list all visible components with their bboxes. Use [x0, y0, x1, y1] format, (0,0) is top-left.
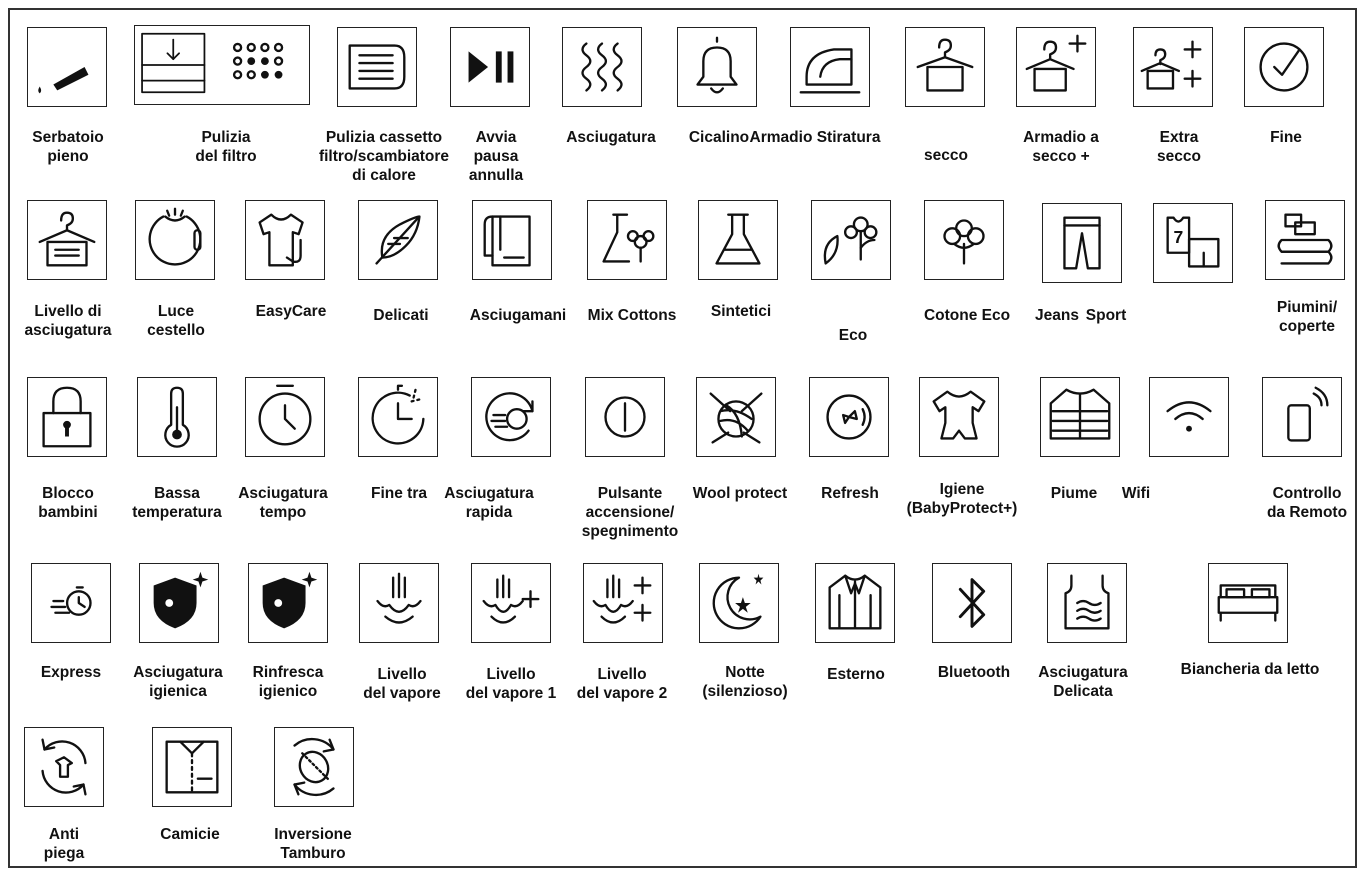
bed-icon — [1208, 563, 1288, 643]
icon-label: Bassa temperatura — [132, 485, 222, 521]
delay-end-icon — [358, 377, 438, 457]
refresh-fan-icon — [809, 377, 889, 457]
hanger-plus-icon — [1016, 27, 1096, 107]
icon-label: Delicati — [373, 307, 429, 324]
jeans-icon — [1042, 203, 1122, 283]
icon-label: Biancheria da letto — [1180, 661, 1320, 678]
icon-label: Inversione Tamburo — [274, 826, 352, 862]
quick-dry-icon — [471, 377, 551, 457]
down-jacket-icon — [1040, 377, 1120, 457]
icon-label: Asciugatura tempo — [238, 485, 328, 521]
icon-label: Sport — [1085, 307, 1127, 324]
icon-label: Luce cestello — [147, 303, 205, 339]
anti-crease-icon — [24, 727, 104, 807]
icon-label: Avvia pausa annulla — [468, 129, 524, 184]
shield-sparkle-refresh-icon — [248, 563, 328, 643]
icon-label: Fine — [1270, 129, 1302, 146]
drying-level-icon — [27, 200, 107, 280]
bluetooth-icon — [932, 563, 1012, 643]
icon-label: secco — [924, 147, 968, 164]
gentle-dry-icon — [1047, 563, 1127, 643]
icon-label: Cotone Eco — [923, 307, 1011, 324]
power-icon — [585, 377, 665, 457]
icon-label: Livello del vapore 2 — [576, 666, 668, 702]
shirt-sock-icon — [245, 200, 325, 280]
icon-label: Eco — [838, 327, 868, 344]
icon-label: Piumini/ coperte — [1276, 299, 1338, 335]
icon-label: Rinfresca igienico — [252, 664, 324, 700]
icon-label: Blocco bambini — [38, 485, 98, 521]
tank-full-icon — [27, 27, 107, 107]
baby-onesie-icon — [919, 377, 999, 457]
icon-label: Asciugamani — [469, 307, 567, 324]
stopwatch-icon — [245, 377, 325, 457]
padlock-icon — [27, 377, 107, 457]
icon-label: Serbatoio pieno — [32, 129, 104, 165]
drum-reverse-icon — [274, 727, 354, 807]
icon-label: Pulizia del filtro — [195, 129, 257, 165]
jacket-icon — [815, 563, 895, 643]
icon-label: Controllo da Remoto — [1266, 485, 1348, 521]
icon-label: Livello del vapore 1 — [465, 666, 557, 702]
moon-stars-icon — [699, 563, 779, 643]
icon-label: Bluetooth — [937, 664, 1011, 681]
icon-label: Wifi — [1121, 485, 1151, 502]
steam-double-plus-icon — [583, 563, 663, 643]
icon-label: Sintetici — [710, 303, 772, 320]
icon-label: Piume — [1050, 485, 1098, 502]
icon-label: Notte (silenzioso) — [702, 664, 788, 700]
icon-label: Anti piega — [43, 826, 85, 862]
play-pause-icon — [450, 27, 530, 107]
sport-clothes-icon — [1153, 203, 1233, 283]
bell-icon — [677, 27, 757, 107]
steam-plus-icon — [471, 563, 551, 643]
icon-label: Asciugatura Delicata — [1038, 664, 1128, 700]
icon-label: EasyCare — [255, 303, 327, 320]
icon-label: Igiene (BabyProtect+) — [906, 481, 1018, 517]
svg-text:7: 7 — [1173, 227, 1184, 247]
remote-control-icon — [1262, 377, 1342, 457]
flask-cotton-icon — [587, 200, 667, 280]
icon-label: Mix Cottons — [587, 307, 677, 324]
icon-label: Livello di asciugatura — [24, 303, 112, 339]
icon-label: Pulsante accensione/ spegnimento — [581, 485, 679, 540]
icon-label: Express — [40, 664, 102, 681]
wifi-icon — [1149, 377, 1229, 457]
filter-clean-icon — [134, 25, 310, 105]
icon-label: Esterno — [827, 666, 885, 683]
icon-label: Camicie — [160, 826, 220, 843]
icon-label: Armadio Stiratura — [749, 129, 881, 146]
thermometer-icon — [137, 377, 217, 457]
icon-label: Extra secco — [1157, 129, 1201, 165]
check-circle-icon — [1244, 27, 1324, 107]
icon-label: Jeans — [1035, 307, 1079, 324]
icon-label: Wool protect — [692, 485, 788, 502]
blanket-icon — [1265, 200, 1345, 280]
drum-light-icon — [135, 200, 215, 280]
icon-label: Cicalino — [688, 129, 750, 146]
shield-sparkle-icon — [139, 563, 219, 643]
flask-icon — [698, 200, 778, 280]
express-icon — [31, 563, 111, 643]
iron-icon — [790, 27, 870, 107]
icon-label: Fine tra — [371, 485, 427, 502]
steam-icon — [359, 563, 439, 643]
eco-leaf-icon — [811, 200, 891, 280]
icon-label: Armadio a secco + — [1023, 129, 1099, 165]
hanger-double-plus-icon — [1133, 27, 1213, 107]
icon-label: Asciugatura igienica — [133, 664, 223, 700]
icon-label: Asciugatura rapida — [444, 485, 534, 521]
drying-waves-icon — [562, 27, 642, 107]
shirt-icon — [152, 727, 232, 807]
towel-icon — [472, 200, 552, 280]
hanger-icon — [905, 27, 985, 107]
icon-label: Pulizia cassetto filtro/scambiatore di calore — [318, 129, 450, 184]
icon-label: Livello del vapore — [363, 666, 441, 702]
feather-icon — [358, 200, 438, 280]
cotton-flower-icon — [924, 200, 1004, 280]
wool-ball-icon — [696, 377, 776, 457]
icon-label: Refresh — [821, 485, 879, 502]
drawer-clean-icon — [337, 27, 417, 107]
icon-label: Asciugatura — [566, 129, 656, 146]
